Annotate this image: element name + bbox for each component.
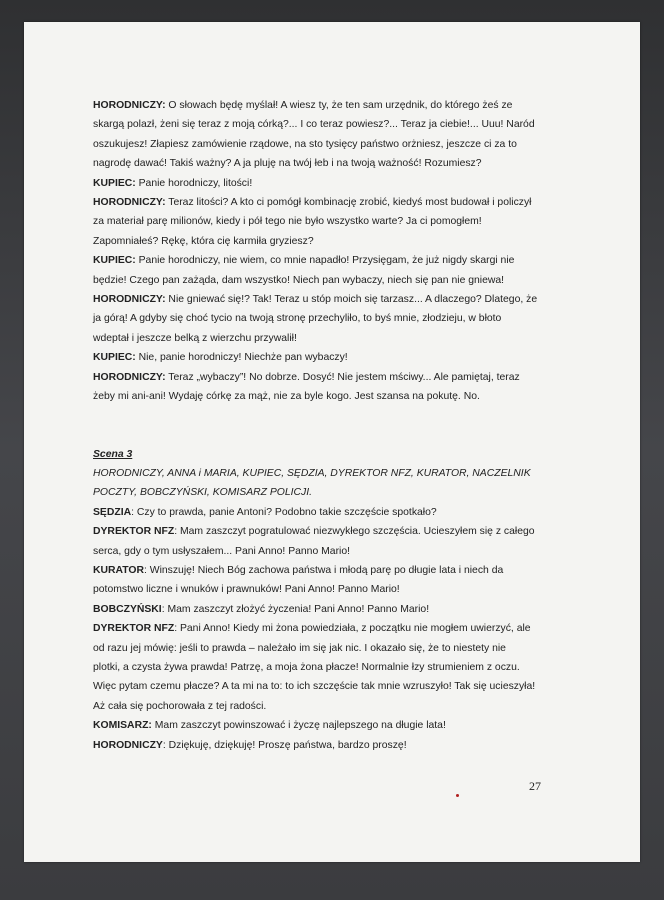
line-text: ja górą! A gdyby się choć tycio na twoją stronę przechyliło, to byś mnie, złodzieju, w błoto [93,313,502,325]
text-line [93,639,553,658]
text-line [93,193,553,212]
text-line [93,522,553,541]
line-text: plotki, a czysta żywa prawda! Patrzę, a moja żona płacze! Normalnie łzy strumieniem z oczu. [93,661,520,673]
text-line [93,736,553,755]
line-text: nagrodę dawać! Takiś ważny? A ja pluję na twój łeb i na twoją ważność! Rozumiesz? [93,158,482,170]
line-text: Nie gniewać się!? Tak! Teraz u stóp moich się tarzasz... A dlaczego? Dlatego, że [165,294,538,306]
text-line [93,154,553,173]
line-text: potomstwo liczne i wnuków i prawnuków! Pani Anno! Panno Mario! [93,584,400,596]
line-text: Nie, panie horodniczy! Niechże pan wybaczy! [135,352,348,364]
speaker-name: KUPIEC: [93,352,136,364]
speaker-name: KUPIEC: [93,177,136,189]
text-line [93,677,553,696]
line-text: za materiał parę milionów, kiedy i pół tego nie było wszystko warte? Ja ci pomogłem! [93,216,482,228]
speaker-name: BOBCZYŃSKI [93,603,162,615]
line-text: : Mam zaszczyt pogratulować niezwykłego szczęścia. Ucieszyłem się z całego [174,526,535,538]
line-text: Zapomniałeś? Rękę, która cię karmiła gryziesz? [93,235,314,247]
line-text: : Pani Anno! Kiedy mi żona powiedziała, z początku nie mogłem uwierzyć, ale [174,623,531,635]
line-text: Teraz „wybaczy”! No dobrze. Dosyć! Nie jestem mściwy... Ale pamiętaj, teraz [165,371,520,383]
text-line [93,135,553,154]
dialogue-block-1 [93,96,553,407]
speaker-name: DYREKTOR NFZ [93,526,175,538]
speaker-name: HORODNICZY: [93,371,166,383]
text-line [93,600,553,619]
stage-direction-line: HORODNICZY, ANNA i MARIA, KUPIEC, SĘDZIA, DYREKTOR NFZ, KURATOR, NACZELNIK [93,467,531,479]
text-line [93,658,553,677]
text-line [93,697,553,716]
line-text: O słowach będę myślał! A wiesz ty, że ten sam urzędnik, do którego żeś ze [165,100,513,111]
stage-direction-line: POCZTY, BOBCZYŃSKI, KOMISARZ POLICJI. [93,487,313,499]
page-number: 27 [529,779,541,793]
text-line [93,96,553,115]
line-text: Panie horodniczy, litości! [135,177,253,189]
text-line [93,309,553,328]
text-line [93,174,553,193]
line-text: żeby mi ani-ani! Wydaję córkę za mąż, nie za byle kogo. Jest szansa na pokutę. No. [93,391,480,403]
section-gap [93,407,553,445]
text-line [93,232,553,251]
line-text: Panie horodniczy, nie wiem, co mnie napadło! Przysięgam, że już nigdy skargi nie [135,255,515,267]
line-text: : Dziękuję, dziękuję! Proszę państwa, bardzo proszę! [162,739,407,751]
line-text: : Winszuję! Niech Bóg zachowa państwa i młodą parę po długie lata i niech da [144,564,504,576]
speaker-name: HORODNICZY [93,739,163,751]
line-text: od razu jej mówię: jeśli to prawda – należało im się jak nic. I okazało się, że to niestety nie [93,642,506,654]
line-text: Aż cała się pochorowała z tej radości. [93,700,267,712]
text-line [93,251,553,270]
line-text: będzie! Czego pan zażąda, dam wszystko! Niech pan wybaczy, niech się pan nie gniewa! [93,274,505,286]
document-body [93,96,553,755]
text-line [93,212,553,231]
dialogue-block-2 [93,503,553,755]
line-text: Teraz litości? A kto ci pomógł kombinację zrobić, kiedyś most budował i policzył [165,197,532,209]
text-line [93,348,553,367]
text-line [93,368,553,387]
speaker-name: SĘDZIA [93,506,132,518]
line-text: : Czy to prawda, panie Antoni? Podobno takie szczęście spotkało? [131,506,437,518]
text-line [93,580,553,599]
text-line [93,387,553,406]
line-text: Mam zaszczyt powinszować i życzę najlepszego na długie lata! [151,720,446,732]
text-line [93,561,553,580]
text-line [93,503,553,522]
text-line [93,619,553,638]
text-line [93,329,553,348]
line-text: serca, gdy o tym usłyszałem... Pani Anno! Panno Mario! [93,545,351,557]
speaker-name: KOMISARZ: [93,720,152,732]
speaker-name: DYREKTOR NFZ [93,623,175,635]
speaker-name: KUPIEC: [93,255,136,267]
line-text: oszukujesz! Złapiesz zamówienie rządowe, na sto tysięcy państwo orżniesz, jeszcze ci za to [93,138,517,150]
line-text: skargą polazł, żeni się teraz z moją córką?... I co teraz powiesz?... Teraz ja ciebie!... Uuu! Naród [93,119,535,131]
speaker-name: HORODNICZY: [93,294,166,306]
ink-speck [456,794,459,797]
speaker-name: HORODNICZY: [93,197,166,209]
text-line [93,271,553,290]
speaker-name: KURATOR [93,564,144,576]
line-text: Więc pytam czemu płacze? A ta mi na to: to ich szczęście tak mnie wzruszyło! Tak się ucieszyła! [93,681,536,693]
text-line [93,716,553,735]
text-line [93,542,553,561]
scene-title: Scena 3 [93,448,133,460]
text-line [93,115,553,134]
text-line [93,290,553,309]
document-page [24,22,640,862]
line-text: : Mam zaszczyt złożyć życzenia! Pani Anno! Panno Mario! [161,603,430,615]
stage-directions [93,464,553,503]
line-text: wdeptał i jeszcze belką z wierzchu przywalił! [93,332,297,344]
speaker-name: HORODNICZY: [93,100,166,111]
